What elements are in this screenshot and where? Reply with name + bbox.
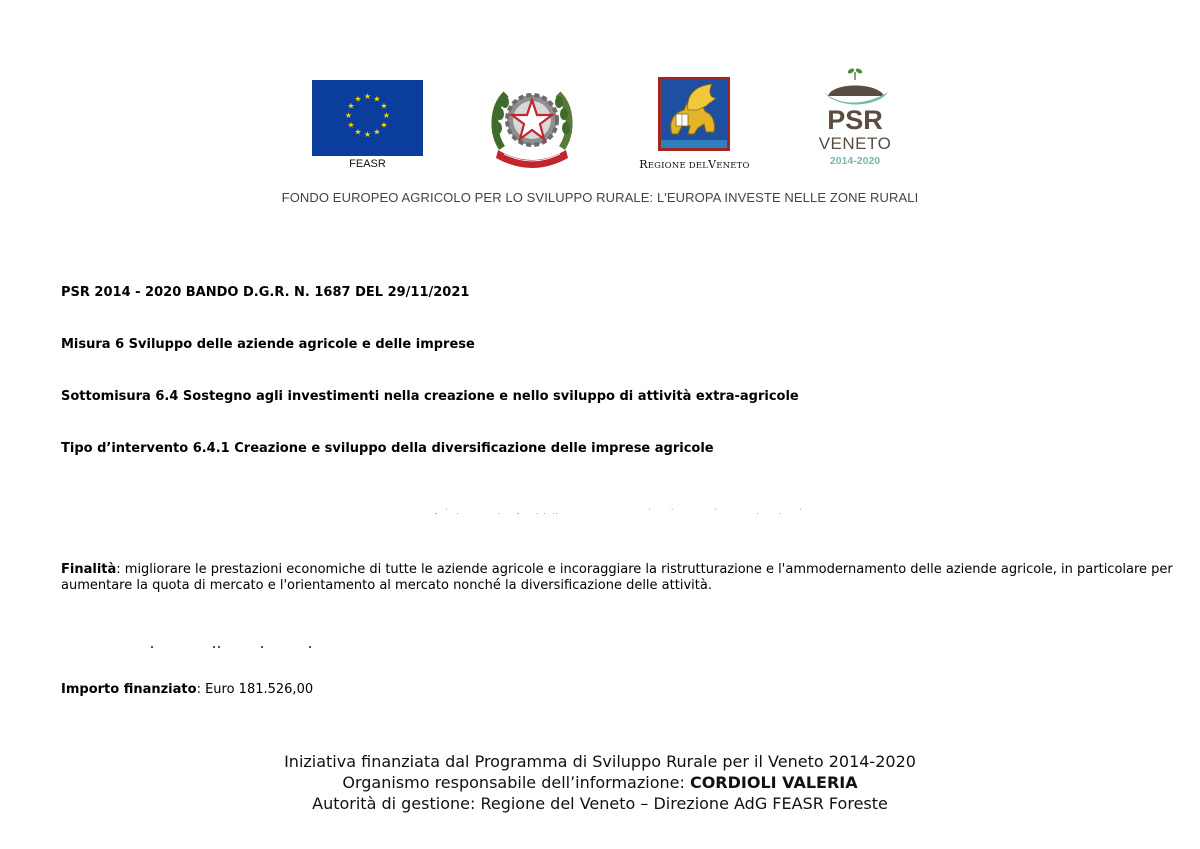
finalita-text: : migliorare le prestazioni economiche di tutte le aziende agricole e incoraggiare la ristrutturazione e l'ammodernamento delle aziende agricole, in particolare per aumentare la quota di mercato e l'orientamento al mercato nonché la diversificazione delle attività.: [61, 562, 1173, 593]
repubblica-italiana-emblem: [488, 78, 576, 170]
eu-caption: FEASR: [349, 158, 386, 170]
psr-region: VENETO: [818, 134, 892, 153]
eu-logo: [312, 80, 423, 170]
importo-line: [61, 682, 313, 697]
responsabile-name: CORDIOLI VALERIA: [689, 773, 858, 792]
finalita-label: Finalità: [61, 562, 117, 577]
svg-text:★: ★: [380, 101, 388, 111]
svg-text:★: ★: [373, 94, 381, 104]
lion-of-saint-mark-icon: [632, 76, 757, 154]
psr-veneto-logo: [818, 66, 892, 170]
regione-veneto-caption: REGIONE DELVENETO: [639, 158, 750, 171]
fund-tagline: FONDO EUROPEO AGRICOLO PER LO SVILUPPO RURALE: L'EUROPA INVESTE NELLE ZONE RURALI: [281, 190, 919, 205]
regione-veneto-logo: [632, 76, 757, 174]
star-emblem-icon: [488, 78, 576, 170]
footer-line-3: Autorità di gestione: Regione del Veneto – Direzione AdG FEASR Foreste: [312, 794, 888, 813]
svg-text:★: ★: [354, 94, 362, 104]
importo-value: : Euro 181.526,00: [196, 682, 314, 697]
psr-years: 2014-2020: [829, 155, 881, 167]
bando-heading: PSR 2014 - 2020 BANDO D.G.R. N. 1687 DEL 29/11/2021: [61, 285, 470, 300]
eu-flag-icon: [312, 80, 423, 156]
svg-text:★: ★: [363, 130, 372, 139]
svg-text:★: ★: [373, 127, 381, 137]
svg-text:★: ★: [344, 111, 353, 120]
svg-text:★: ★: [347, 101, 355, 111]
clipped-text-line-2: [61, 642, 361, 652]
importo-label: Importo finanziato: [61, 682, 197, 697]
psr-hands-seedling-icon: [818, 66, 892, 106]
svg-text:★: ★: [347, 120, 355, 130]
svg-text:★: ★: [382, 111, 391, 120]
tipo-intervento-heading: Tipo d’intervento 6.4.1 Creazione e sviluppo della diversificazione delle imprese agricole: [61, 441, 714, 456]
clipped-text-line: [61, 508, 1161, 520]
svg-text:★: ★: [363, 92, 372, 101]
svg-text:★: ★: [354, 127, 362, 137]
footer-line-1: Iniziativa finanziata dal Programma di Sviluppo Rurale per il Veneto 2014-2020: [284, 752, 916, 771]
footer-line-2: Organismo responsabile dell’informazione: CORDIOLI VALERIA: [342, 773, 858, 792]
svg-text:★: ★: [380, 120, 388, 130]
finalita-paragraph: [61, 562, 1186, 594]
sottomisura-heading: Sottomisura 6.4 Sostegno agli investimenti nella creazione e nello sviluppo di attività extra-agricole: [61, 389, 799, 404]
psr-title: PSR: [827, 105, 883, 135]
misura-heading: Misura 6 Sviluppo delle aziende agricole e delle imprese: [61, 337, 475, 352]
